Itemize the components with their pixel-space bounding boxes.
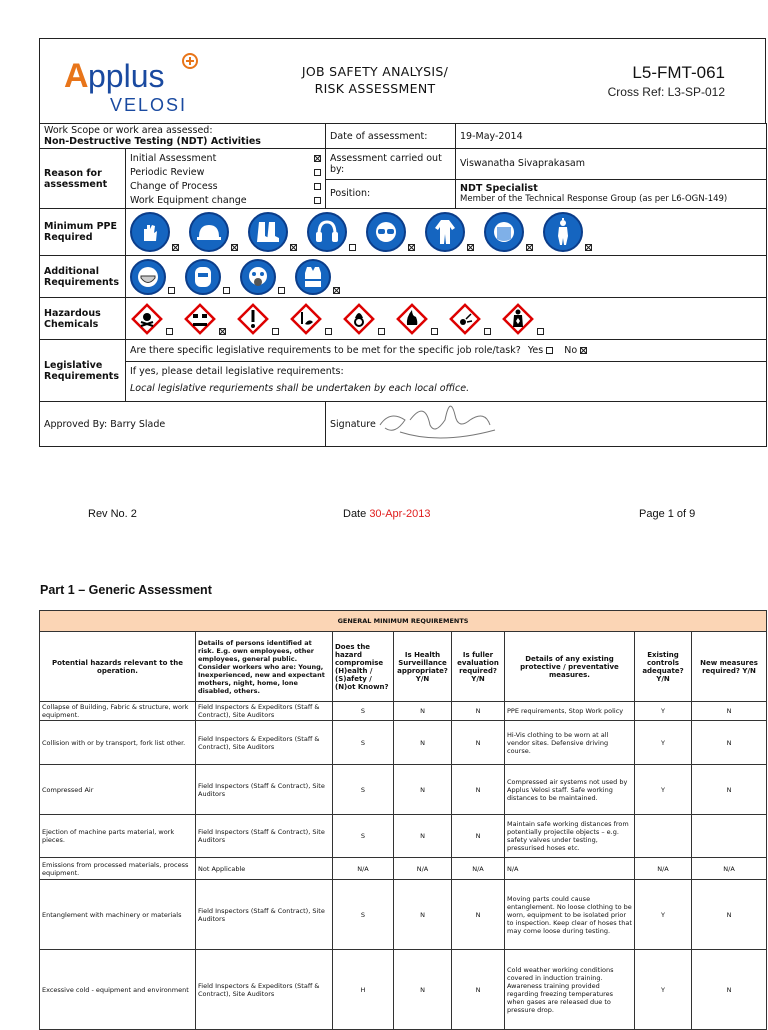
general-requirements-table <box>39 610 767 1030</box>
legislative-no: No <box>564 345 578 356</box>
add-hi-vis-vest <box>295 259 340 295</box>
corrosive-icon <box>183 302 217 336</box>
haz-corrosive <box>183 302 226 336</box>
coverall-icon <box>425 212 465 252</box>
approved-by: Approved By: Barry Slade <box>40 402 326 447</box>
table-row: Ejection of machine parts material, work pieces. Field Inspectors (Staff & Contract), Site Auditors S N N Maintain safe working distances from potentially projectile objects – e.g. safety valves under testing, pressurised hoses etc. <box>40 815 767 858</box>
signature-image <box>370 390 500 450</box>
col-header: Is Health Surveillance appropriate? Y/N <box>394 632 452 702</box>
hard-hat-icon <box>189 212 229 252</box>
haz-toxic <box>130 302 173 336</box>
cross-reference: Cross Ref: L3-SP-012 <box>607 85 725 99</box>
ppe-safety-boots <box>248 212 297 252</box>
applus-velosi-logo <box>60 49 230 119</box>
ppe-face-shield <box>484 212 533 252</box>
reason-change-process-checkbox[interactable] <box>314 183 321 190</box>
carried-out-value: Viswanatha Sivaprakasam <box>456 149 767 180</box>
legislative-question: Are there specific legislative requirements to be met for the specific job role/task? Yes No <box>126 340 767 362</box>
reason-equipment-change-checkbox[interactable] <box>314 197 321 204</box>
exclamation-icon <box>236 302 270 336</box>
dust-mask-icon <box>130 259 166 295</box>
ppe-icons <box>126 209 767 256</box>
svg-text:VELOSI: VELOSI <box>110 95 188 115</box>
haz-explosive <box>448 302 491 336</box>
svg-text:A: A <box>64 57 89 95</box>
legislative-detail-label: If yes, please detail legislative requirements: <box>130 366 344 377</box>
additional-label: Additional Requirements <box>40 256 126 298</box>
environment-icon <box>289 302 323 336</box>
date-label: Date of assessment: <box>326 124 456 149</box>
work-scope-value: Non-Destructive Testing (NDT) Activities <box>44 136 261 147</box>
title-line-2: RISK ASSESSMENT <box>314 81 436 96</box>
legislative-no-checkbox[interactable] <box>580 347 587 354</box>
haz-flammable <box>395 302 438 336</box>
ppe-ear-protection <box>307 212 356 252</box>
add-respirator <box>240 259 285 295</box>
work-scope-cell <box>40 124 326 149</box>
ppe-coverall <box>425 212 474 252</box>
gloves-icon <box>130 212 170 252</box>
table-row: Collapse of Building, Fabric & structure, work equipment. Field Inspectors & Expeditors (Staff & Contract), Site Auditors S N N PPE requirements, Stop Work policy Y N <box>40 702 767 721</box>
carried-out-label: Assessment carried out by: <box>326 149 456 180</box>
section-title: GENERAL MINIMUM REQUIREMENTS <box>40 611 767 632</box>
haz-exclamation <box>236 302 279 336</box>
reason-initial: Initial Assessment <box>130 151 321 165</box>
col-header: Does the hazard compromise (H)ealth / (S)afety / (N)ot Known? <box>333 632 394 702</box>
footer-date: Date 30-Apr-2013 <box>343 508 431 520</box>
table-row: Entanglement with machinery or materials Field Inspectors (Staff & Contract), Site Auditors S N N Moving parts could cause entanglement. No loose clothing to be worn, equipment to be isolated prior to inspection. Keep clear of hoses that may come loose during testing. Y N <box>40 880 767 950</box>
reason-list <box>126 149 326 209</box>
hazard-icons <box>126 298 767 340</box>
table-row: Collision with or by transport, fork list other. Field Inspectors & Expeditors (Staff & Contract), Site Auditors S N N Hi-Vis clothing to be worn at all vendor sites. Defensive driving course. Y N <box>40 721 767 765</box>
svg-text:pplus: pplus <box>88 58 165 94</box>
footer-date-value: 30-Apr-2013 <box>369 508 431 520</box>
position-value: NDT Specialist <box>460 183 538 195</box>
reason-periodic: Periodic Review <box>130 165 321 179</box>
document-title <box>280 63 470 97</box>
add-dust-mask <box>130 259 175 295</box>
col-header: Is fuller evaluation required? Y/N <box>452 632 505 702</box>
header-row <box>40 632 767 702</box>
position-note: Member of the Technical Response Group (as per L6-OGN-149) <box>460 194 728 205</box>
reason-periodic-checkbox[interactable] <box>314 169 321 176</box>
toxic-icon <box>130 302 164 336</box>
hazardous-label: Hazardous Chemicals <box>40 298 126 340</box>
table-row: Emissions from processed materials, process equipment. Not Applicable N/A N/A N/A N/A N/A N/A <box>40 858 767 880</box>
reason-initial-checkbox[interactable] <box>314 155 321 162</box>
col-header: Potential hazards relevant to the operation. <box>40 632 196 702</box>
document-header <box>39 38 766 124</box>
signature-cell <box>326 402 767 447</box>
document-code: L5-FMT-061 <box>632 63 725 82</box>
table-row: Excessive cold - equipment and environment Field Inspectors & Expeditors (Staff & Contract), Site Auditors H N N Cold weather working conditions covered in induction training. Awareness training provided regarding freezing temperatures when gases are released due to pressure drop. Y N <box>40 950 767 1030</box>
add-welding-mask <box>185 259 230 295</box>
legislative-yes-checkbox[interactable] <box>546 347 553 354</box>
position-label: Position: <box>326 179 456 208</box>
revision-number: Rev No. 2 <box>88 508 137 520</box>
table-row: Compressed Air Field Inspectors (Staff & Contract), Site Auditors S N N Compressed air systems not used by Applus Velosi staff. Safe working distances to be maintained. Y N <box>40 765 767 815</box>
hi-vis-vest-icon <box>295 259 331 295</box>
signature-label: Signature <box>330 418 376 430</box>
part-title: Part 1 – Generic Assessment <box>40 583 212 597</box>
reason-change-process: Change of Process <box>130 179 321 193</box>
legislative-detail-value: Local legislative requriements shall be undertaken by each local office. <box>130 383 470 394</box>
respirator-icon <box>240 259 276 295</box>
legislative-label: Legislative Requirements <box>40 340 126 402</box>
oxidizer-icon <box>342 302 376 336</box>
assessment-form <box>39 123 767 447</box>
position-cell <box>456 179 767 208</box>
welding-mask-icon <box>185 259 221 295</box>
ppe-gloves <box>130 212 179 252</box>
reason-label: Reason for assessment <box>40 149 126 209</box>
face-shield-icon <box>484 212 524 252</box>
flammable-icon <box>395 302 429 336</box>
col-header: Existing controls adequate? Y/N <box>635 632 692 702</box>
ppe-safety-glasses <box>366 212 415 252</box>
ppe-label: Minimum PPE Required <box>40 209 126 256</box>
date-value: 19-May-2014 <box>456 124 767 149</box>
ear-protection-icon <box>307 212 347 252</box>
haz-environment <box>289 302 332 336</box>
ppe-harness <box>543 212 592 252</box>
additional-icons <box>126 256 767 298</box>
reason-equipment-change: Work Equipment change <box>130 193 321 207</box>
col-header: Details of persons identified at risk. E.g. own employees, other employees, general public. Consider workers who are: Young, Inexperienced, new and expectant mothers, night, home, lone disabled, others. <box>196 632 333 702</box>
ppe-hard-hat <box>189 212 238 252</box>
safety-glasses-icon <box>366 212 406 252</box>
health-hazard-icon <box>501 302 535 336</box>
title-line-1: JOB SAFETY ANALYSIS/ <box>301 64 449 79</box>
legislative-yes: Yes <box>527 345 544 356</box>
haz-health <box>501 302 544 336</box>
col-header: New measures required? Y/N <box>692 632 767 702</box>
page-number: Page 1 of 9 <box>639 508 696 520</box>
work-scope-label: Work Scope or work area assessed: <box>44 125 213 136</box>
explosive-icon <box>448 302 482 336</box>
safety-boots-icon <box>248 212 288 252</box>
haz-oxidizer <box>342 302 385 336</box>
col-header: Details of any existing protective / preventative measures. <box>505 632 635 702</box>
harness-icon <box>543 212 583 252</box>
